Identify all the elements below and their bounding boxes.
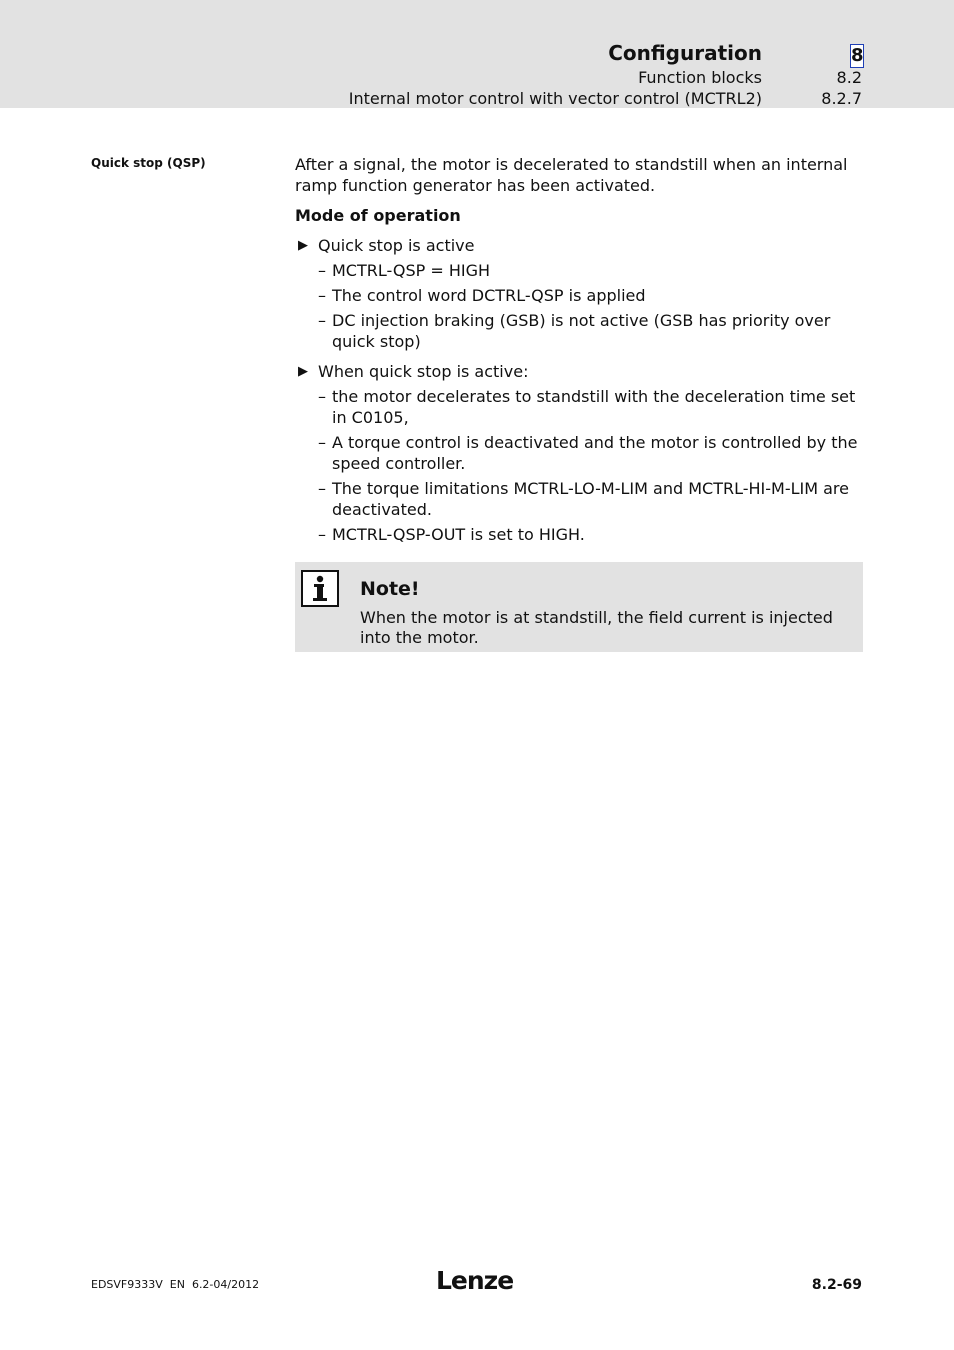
chapter-number: 8 — [851, 45, 864, 66]
note-title: Note! — [360, 578, 420, 600]
list-item: – MCTRL-QSP = HIGH — [318, 261, 491, 280]
list-item: – The torque limitations MCTRL-LO-M-LIM and MCTRL-HI-M-LIM are deactivated. — [318, 479, 849, 519]
section-title: Function blocks — [638, 68, 762, 87]
dash-list — [295, 260, 865, 352]
document-id: EDSVF9333V EN 6.2-04/2012 — [91, 1278, 260, 1291]
triangle-arrow-icon: ▶ — [298, 238, 308, 253]
list-item: – A torque control is deactivated and the motor is controlled by the speed controller. — [318, 433, 858, 473]
subsection-number: 8.2.7 — [821, 89, 862, 108]
subsection-title: Internal motor control with vector control (MCTRL2) — [348, 89, 762, 108]
list-item: – MCTRL-QSP-OUT is set to HIGH. — [318, 525, 585, 544]
main-content — [295, 154, 865, 554]
bullet-item — [295, 361, 865, 382]
note-box — [295, 562, 863, 652]
mode-heading: Mode of operation — [295, 206, 461, 225]
page-number: 8.2-69 — [811, 1277, 862, 1293]
bullet-text: Quick stop is active — [318, 236, 475, 255]
intro-paragraph: After a signal, the motor is decelerated to standstill when an internal ramp function generator has been activated. — [295, 155, 848, 195]
info-icon — [301, 570, 339, 607]
dash-list — [295, 386, 865, 545]
page-title: Configuration — [608, 41, 762, 65]
side-label: Quick stop (QSP) — [91, 156, 206, 170]
lenze-logo: Lenze — [436, 1266, 514, 1295]
list-item: – DC injection braking (GSB) is not active (GSB has priority over quick stop) — [318, 311, 831, 351]
bullet-item — [295, 235, 865, 256]
triangle-arrow-icon: ▶ — [298, 364, 308, 379]
list-item: – The control word DCTRL-QSP is applied — [318, 286, 646, 305]
note-text: When the motor is at standstill, the field current is injected into the motor. — [360, 608, 833, 647]
bullet-text: When quick stop is active: — [318, 362, 529, 381]
list-item: – the motor decelerates to standstill with the deceleration time set in C0105, — [318, 387, 856, 427]
section-number: 8.2 — [836, 68, 862, 87]
